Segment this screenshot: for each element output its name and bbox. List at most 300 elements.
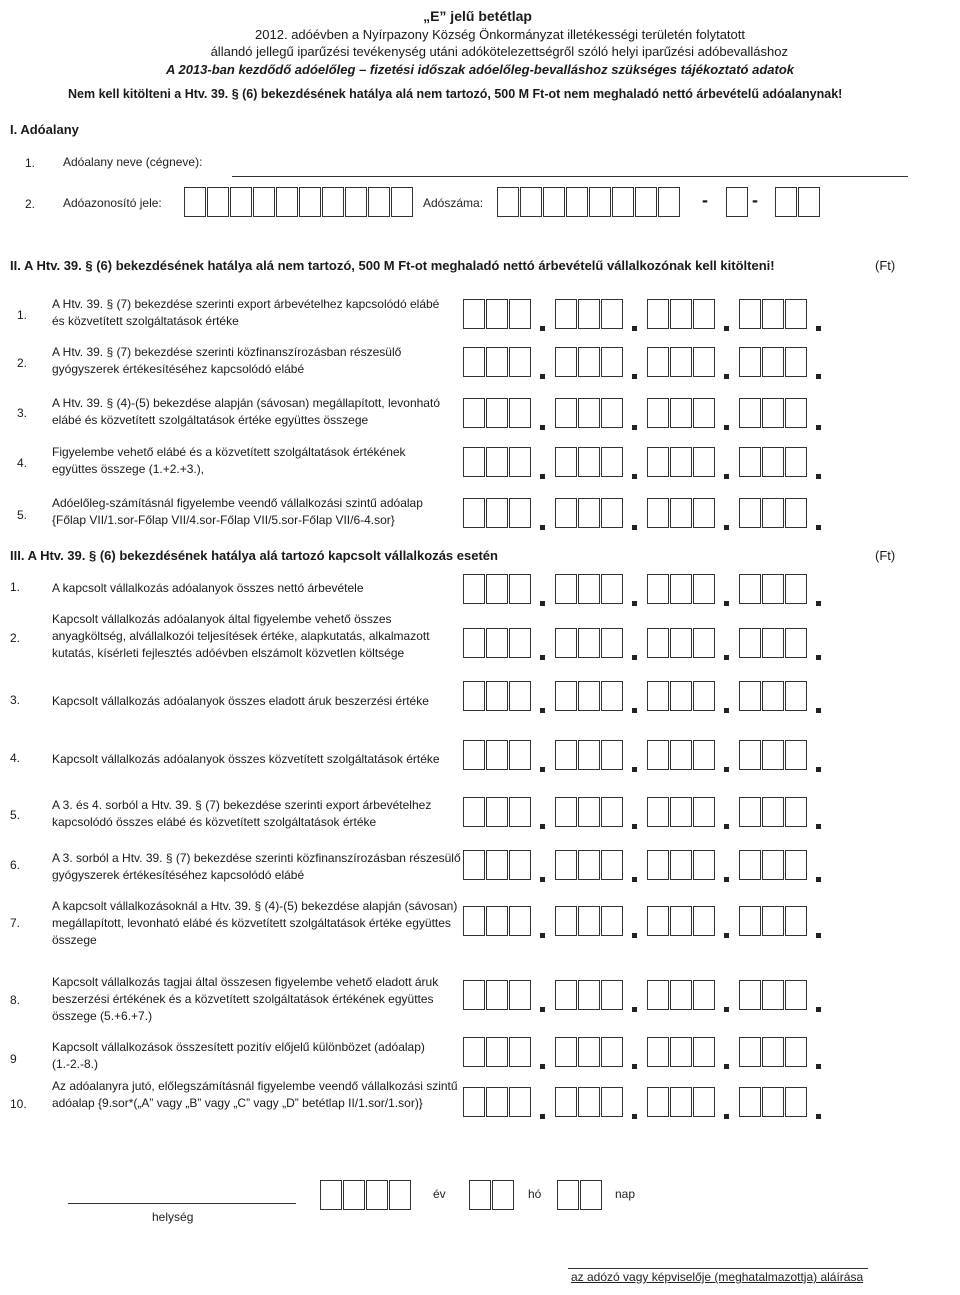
- s2-amount-box[interactable]: [762, 398, 784, 428]
- s3-amount-box[interactable]: [509, 628, 531, 658]
- s3-row-label: Kapcsolt vállalkozás adóalanyok összes közvetített szolgáltatások értéke: [52, 752, 440, 766]
- s3-amount-box[interactable]: [486, 980, 508, 1010]
- s2-amount-box[interactable]: [739, 347, 761, 377]
- tax-number-box[interactable]: [635, 187, 657, 217]
- s2-amount-box[interactable]: [601, 498, 623, 528]
- s3-amount-box[interactable]: [601, 681, 623, 711]
- s2-amount-box[interactable]: [739, 299, 761, 329]
- s3-amount-box[interactable]: [486, 1037, 508, 1067]
- tax-id-box[interactable]: [230, 187, 252, 217]
- s2-amount-box[interactable]: [578, 498, 600, 528]
- s3-amount-box[interactable]: [739, 906, 761, 936]
- thousands-separator-dot: [816, 1064, 821, 1069]
- tax-number-box[interactable]: [726, 187, 748, 217]
- tax-id-box[interactable]: [207, 187, 229, 217]
- s3-amount-box[interactable]: [601, 740, 623, 770]
- s2-amount-box[interactable]: [762, 299, 784, 329]
- s3-amount-box[interactable]: [762, 1087, 784, 1117]
- s3-amount-box[interactable]: [693, 906, 715, 936]
- header-line-3: A 2013-ban kezdődő adóelőleg – fizetési időszak adóelőleg-bevalláshoz szükséges tájékoztató adatok: [165, 62, 794, 77]
- thousands-separator-dot: [632, 425, 637, 430]
- s2-amount-box[interactable]: [670, 447, 692, 477]
- s3-amount-box[interactable]: [739, 574, 761, 604]
- s3-amount-box[interactable]: [670, 1087, 692, 1117]
- s3-amount-box[interactable]: [486, 740, 508, 770]
- thousands-separator-dot: [724, 1064, 729, 1069]
- s3-amount-box[interactable]: [486, 574, 508, 604]
- s3-amount-box[interactable]: [739, 850, 761, 880]
- tax-number-box[interactable]: [497, 187, 519, 217]
- page-title: „E” jelű betétlap: [423, 8, 532, 24]
- s2-amount-box[interactable]: [785, 447, 807, 477]
- s3-amount-box[interactable]: [578, 1087, 600, 1117]
- s3-amount-box[interactable]: [785, 740, 807, 770]
- tax-number-box[interactable]: [658, 187, 680, 217]
- s3-amount-box[interactable]: [555, 906, 577, 936]
- s3-amount-box[interactable]: [762, 740, 784, 770]
- thousands-separator-dot: [816, 655, 821, 660]
- place-field[interactable]: [68, 1203, 296, 1204]
- place-label: helység: [152, 1210, 194, 1224]
- thousands-separator-dot: [816, 1114, 821, 1119]
- s2-amount-box[interactable]: [739, 447, 761, 477]
- s3-amount-box[interactable]: [739, 1037, 761, 1067]
- s3-amount-box[interactable]: [463, 681, 485, 711]
- header-line-1: 2012. adóévben a Nyírpazony Község Önkormányzat illetékességi területén folytatott: [255, 27, 745, 42]
- tax-id-box[interactable]: [368, 187, 390, 217]
- s2-amount-box[interactable]: [785, 347, 807, 377]
- s3-amount-box[interactable]: [739, 980, 761, 1010]
- s3-row-label: A 3. és 4. sorból a Htv. 39. § (7) bekezdése szerinti export árbevételhez kapcsolódó összes elábé és közvetített szolgáltatások értéke: [52, 798, 432, 829]
- s2-amount-box[interactable]: [670, 498, 692, 528]
- s2-amount-box[interactable]: [486, 347, 508, 377]
- s2-amount-box[interactable]: [578, 347, 600, 377]
- s3-amount-box[interactable]: [647, 1037, 669, 1067]
- s2-amount-box[interactable]: [509, 299, 531, 329]
- tax-number-dash-2: -: [752, 190, 758, 210]
- s3-amount-box[interactable]: [762, 906, 784, 936]
- thousands-separator-dot: [632, 326, 637, 331]
- s3-amount-box[interactable]: [785, 574, 807, 604]
- s3-amount-box[interactable]: [486, 850, 508, 880]
- s3-row-label: Kapcsolt vállalkozások összesített pozitív előjelű különbözet (adóalap) (1.-2.-8.): [52, 1040, 425, 1071]
- thousands-separator-dot: [540, 1114, 545, 1119]
- thousands-separator-dot: [816, 326, 821, 331]
- thousands-separator-dot: [540, 824, 545, 829]
- s2-amount-box[interactable]: [509, 498, 531, 528]
- s2-row-label: A Htv. 39. § (4)-(5) bekezdése alapján (sávosan) megállapított, levonható elábé és közvetített szolgáltatások értéke együttes összege: [52, 396, 440, 427]
- thousands-separator-dot: [632, 1007, 637, 1012]
- s3-amount-box[interactable]: [578, 574, 600, 604]
- tax-id-box[interactable]: [391, 187, 413, 217]
- s3-amount-box[interactable]: [578, 1037, 600, 1067]
- s2-amount-box[interactable]: [509, 398, 531, 428]
- s3-row-number: 6.: [10, 858, 21, 872]
- s2-amount-box[interactable]: [555, 299, 577, 329]
- thousands-separator-dot: [816, 474, 821, 479]
- s2-row-label: A Htv. 39. § (7) bekezdése szerinti export árbevételhez kapcsolódó elábé és közvetített szolgáltatások értéke: [52, 297, 440, 328]
- tax-id-box[interactable]: [253, 187, 275, 217]
- s3-amount-box[interactable]: [601, 1087, 623, 1117]
- s3-amount-box[interactable]: [647, 740, 669, 770]
- s2-amount-box[interactable]: [785, 398, 807, 428]
- s3-amount-box[interactable]: [670, 574, 692, 604]
- tax-number-box[interactable]: [566, 187, 588, 217]
- thousands-separator-dot: [816, 601, 821, 606]
- s3-amount-box[interactable]: [555, 1087, 577, 1117]
- s2-amount-box[interactable]: [785, 299, 807, 329]
- s3-amount-box[interactable]: [463, 1037, 485, 1067]
- section-2-title: II. A Htv. 39. § (6) bekezdésének hatálya alá nem tartozó, 500 M Ft-ot meghaladó nettó árbevételű vállalkozónak kell kitölteni!: [10, 258, 775, 273]
- s3-row-number: 7.: [10, 916, 21, 930]
- s2-amount-box[interactable]: [647, 398, 669, 428]
- s3-amount-box[interactable]: [785, 1087, 807, 1117]
- thousands-separator-dot: [632, 474, 637, 479]
- s3-row-number: 2.: [10, 631, 21, 645]
- s2-amount-box[interactable]: [601, 447, 623, 477]
- s3-amount-box[interactable]: [693, 628, 715, 658]
- tax-number-box[interactable]: [775, 187, 797, 217]
- s3-amount-box[interactable]: [578, 980, 600, 1010]
- s3-amount-box[interactable]: [739, 681, 761, 711]
- header-line-2: állandó jellegű iparűzési tevékenység utáni adókötelezettségről szóló helyi iparűzési adóbevalláshoz: [210, 44, 788, 59]
- s3-amount-box[interactable]: [693, 1037, 715, 1067]
- s2-amount-box[interactable]: [578, 398, 600, 428]
- s2-amount-box[interactable]: [647, 347, 669, 377]
- thousands-separator-dot: [540, 767, 545, 772]
- s1-row2-label: Adóazonosító jele:: [63, 196, 162, 210]
- s3-amount-box[interactable]: [670, 1037, 692, 1067]
- s3-amount-box[interactable]: [555, 740, 577, 770]
- s3-row-number: 9: [10, 1052, 17, 1066]
- s3-amount-box[interactable]: [670, 740, 692, 770]
- s3-amount-box[interactable]: [693, 574, 715, 604]
- s3-amount-box[interactable]: [693, 681, 715, 711]
- s2-amount-box[interactable]: [555, 347, 577, 377]
- s3-amount-box[interactable]: [463, 574, 485, 604]
- tax-id-box[interactable]: [345, 187, 367, 217]
- date-box[interactable]: [492, 1180, 514, 1210]
- s3-amount-box[interactable]: [601, 628, 623, 658]
- s3-amount-box[interactable]: [785, 980, 807, 1010]
- s3-amount-box[interactable]: [647, 980, 669, 1010]
- s3-amount-box[interactable]: [555, 850, 577, 880]
- s3-amount-box[interactable]: [486, 906, 508, 936]
- tax-number-box[interactable]: [520, 187, 542, 217]
- s2-row-number: 1.: [17, 308, 28, 322]
- thousands-separator-dot: [724, 474, 729, 479]
- s3-amount-box[interactable]: [509, 740, 531, 770]
- s2-amount-box[interactable]: [555, 498, 577, 528]
- tax-number-box[interactable]: [612, 187, 634, 217]
- s1-row2-num: 2.: [25, 197, 36, 211]
- s2-row-number: 4.: [17, 456, 28, 470]
- thousands-separator-dot: [724, 1007, 729, 1012]
- date-box[interactable]: [343, 1180, 365, 1210]
- s2-amount-box[interactable]: [601, 347, 623, 377]
- s2-amount-box[interactable]: [647, 498, 669, 528]
- s2-amount-box[interactable]: [486, 498, 508, 528]
- taxpayer-name-field[interactable]: [232, 176, 908, 177]
- thousands-separator-dot: [816, 1007, 821, 1012]
- s3-amount-box[interactable]: [509, 1087, 531, 1117]
- s3-amount-box[interactable]: [647, 850, 669, 880]
- date-box[interactable]: [580, 1180, 602, 1210]
- s3-amount-box[interactable]: [601, 980, 623, 1010]
- s2-amount-box[interactable]: [463, 347, 485, 377]
- s2-amount-box[interactable]: [463, 498, 485, 528]
- s2-amount-box[interactable]: [509, 347, 531, 377]
- s3-row-number: 5.: [10, 808, 21, 822]
- s3-amount-box[interactable]: [578, 797, 600, 827]
- s2-amount-box[interactable]: [762, 447, 784, 477]
- s2-amount-box[interactable]: [601, 299, 623, 329]
- s3-amount-box[interactable]: [555, 628, 577, 658]
- s3-amount-box[interactable]: [486, 1087, 508, 1117]
- s2-amount-box[interactable]: [762, 498, 784, 528]
- s3-amount-box[interactable]: [739, 628, 761, 658]
- s3-row-label: Kapcsolt vállalkozás tagjai által összesen figyelembe vehető eladott áruk beszerzési értékének és a közvetített szolgáltatások értékének együttes összege (5.+6.+7.): [52, 975, 439, 1023]
- thousands-separator-dot: [724, 933, 729, 938]
- s2-row-number: 5.: [17, 508, 28, 522]
- s3-amount-box[interactable]: [509, 850, 531, 880]
- s3-amount-box[interactable]: [486, 681, 508, 711]
- thousands-separator-dot: [816, 877, 821, 882]
- s3-amount-box[interactable]: [509, 980, 531, 1010]
- s2-amount-box[interactable]: [509, 447, 531, 477]
- s3-amount-box[interactable]: [463, 850, 485, 880]
- s3-amount-box[interactable]: [670, 797, 692, 827]
- tax-number-box[interactable]: [798, 187, 820, 217]
- thousands-separator-dot: [540, 474, 545, 479]
- s3-amount-box[interactable]: [739, 740, 761, 770]
- s3-amount-box[interactable]: [785, 1037, 807, 1067]
- s3-amount-box[interactable]: [670, 681, 692, 711]
- s3-amount-box[interactable]: [762, 574, 784, 604]
- s3-amount-box[interactable]: [578, 850, 600, 880]
- tax-number-box[interactable]: [589, 187, 611, 217]
- date-box[interactable]: [557, 1180, 579, 1210]
- s3-amount-box[interactable]: [555, 681, 577, 711]
- s3-row-label: Az adóalanyra jutó, előlegszámításnál figyelembe veendő vállalkozási szintű adóalap {9.sor*(„A” vagy „B” vagy „C” vagy „D” betétlap II/1.sor/1.sor)}: [52, 1079, 458, 1110]
- s2-amount-box[interactable]: [647, 299, 669, 329]
- s2-amount-box[interactable]: [670, 299, 692, 329]
- s3-row-label: Kapcsolt vállalkozás adóalanyok által figyelembe vehető összes anyagköltség, alvállalkozói teljesítések értéke, alapkutatás, alkalmazott kutatás, kísérleti fejlesztés adóévben elszámolt közvetlen költsége: [52, 612, 430, 660]
- date-box[interactable]: [469, 1180, 491, 1210]
- s3-row-number: 1.: [10, 580, 21, 594]
- thousands-separator-dot: [816, 767, 821, 772]
- s2-amount-box[interactable]: [739, 498, 761, 528]
- section-3-title: III. A Htv. 39. § (6) bekezdésének hatálya alá tartozó kapcsolt vállalkozás esetén: [10, 548, 498, 563]
- s2-amount-box[interactable]: [463, 398, 485, 428]
- thousands-separator-dot: [540, 1064, 545, 1069]
- tax-id-box[interactable]: [322, 187, 344, 217]
- s3-amount-box[interactable]: [463, 1087, 485, 1117]
- thousands-separator-dot: [540, 877, 545, 882]
- s2-amount-box[interactable]: [463, 299, 485, 329]
- thousands-separator-dot: [632, 601, 637, 606]
- s2-amount-box[interactable]: [785, 498, 807, 528]
- s3-amount-box[interactable]: [762, 681, 784, 711]
- s2-amount-box[interactable]: [693, 347, 715, 377]
- thousands-separator-dot: [540, 1007, 545, 1012]
- s3-amount-box[interactable]: [693, 980, 715, 1010]
- s3-amount-box[interactable]: [647, 1087, 669, 1117]
- s2-amount-box[interactable]: [693, 498, 715, 528]
- thousands-separator-dot: [816, 824, 821, 829]
- thousands-separator-dot: [724, 525, 729, 530]
- tax-id-box[interactable]: [184, 187, 206, 217]
- s2-amount-box[interactable]: [555, 398, 577, 428]
- date-box[interactable]: [366, 1180, 388, 1210]
- s3-amount-box[interactable]: [762, 628, 784, 658]
- s2-amount-box[interactable]: [647, 447, 669, 477]
- s3-amount-box[interactable]: [670, 850, 692, 880]
- s3-amount-box[interactable]: [578, 740, 600, 770]
- s2-amount-box[interactable]: [463, 447, 485, 477]
- s3-amount-box[interactable]: [601, 906, 623, 936]
- s2-row-label: Figyelembe vehető elábé és a közvetített szolgáltatások értékének együttes összege (1.+2.+3.),: [52, 445, 406, 476]
- s3-amount-box[interactable]: [762, 1037, 784, 1067]
- s3-row-label: A kapcsolt vállalkozásoknál a Htv. 39. § (4)-(5) bekezdése alapján (sávosan) megállapított, levonható elábé és közvetített szolgáltatások értéke együttes összege: [52, 899, 458, 947]
- s2-amount-box[interactable]: [693, 447, 715, 477]
- s3-amount-box[interactable]: [785, 628, 807, 658]
- s3-amount-box[interactable]: [647, 574, 669, 604]
- thousands-separator-dot: [724, 767, 729, 772]
- s3-amount-box[interactable]: [578, 906, 600, 936]
- thousands-separator-dot: [632, 877, 637, 882]
- thousands-separator-dot: [540, 525, 545, 530]
- s2-amount-box[interactable]: [762, 347, 784, 377]
- s3-amount-box[interactable]: [555, 980, 577, 1010]
- tax-id-box[interactable]: [276, 187, 298, 217]
- s2-amount-box[interactable]: [670, 347, 692, 377]
- s2-amount-box[interactable]: [670, 398, 692, 428]
- s3-amount-box[interactable]: [509, 1037, 531, 1067]
- s2-amount-box[interactable]: [578, 447, 600, 477]
- s3-amount-box[interactable]: [693, 1087, 715, 1117]
- s3-amount-box[interactable]: [693, 740, 715, 770]
- s3-amount-box[interactable]: [463, 906, 485, 936]
- s3-amount-box[interactable]: [463, 980, 485, 1010]
- s2-amount-box[interactable]: [486, 398, 508, 428]
- s2-amount-box[interactable]: [555, 447, 577, 477]
- s3-row-number: 3.: [10, 693, 21, 707]
- s3-amount-box[interactable]: [670, 906, 692, 936]
- s3-amount-box[interactable]: [785, 850, 807, 880]
- s3-row-number: 4.: [10, 751, 21, 765]
- tax-number-dash-1: -: [702, 190, 708, 210]
- s3-amount-box[interactable]: [693, 850, 715, 880]
- s3-amount-box[interactable]: [785, 681, 807, 711]
- s2-amount-box[interactable]: [486, 299, 508, 329]
- thousands-separator-dot: [632, 824, 637, 829]
- s2-amount-box[interactable]: [693, 299, 715, 329]
- s3-amount-box[interactable]: [762, 850, 784, 880]
- s3-amount-box[interactable]: [509, 906, 531, 936]
- s3-amount-box[interactable]: [647, 628, 669, 658]
- thousands-separator-dot: [632, 374, 637, 379]
- s3-amount-box[interactable]: [555, 797, 577, 827]
- date-box[interactable]: [320, 1180, 342, 1210]
- s3-amount-box[interactable]: [509, 681, 531, 711]
- section-3-unit: (Ft): [875, 548, 896, 563]
- s3-amount-box[interactable]: [647, 681, 669, 711]
- s3-amount-box[interactable]: [647, 906, 669, 936]
- s3-amount-box[interactable]: [601, 574, 623, 604]
- s3-amount-box[interactable]: [601, 850, 623, 880]
- s3-amount-box[interactable]: [601, 1037, 623, 1067]
- s2-row-number: 3.: [17, 406, 28, 420]
- thousands-separator-dot: [632, 708, 637, 713]
- s2-amount-box[interactable]: [739, 398, 761, 428]
- s3-amount-box[interactable]: [670, 980, 692, 1010]
- signature-field[interactable]: [568, 1268, 868, 1269]
- s2-row-label: A Htv. 39. § (7) bekezdése szerinti közfinanszírozásban részesülő gyógyszerek értékesítéséhez kapcsolódó elábé: [52, 345, 402, 376]
- thousands-separator-dot: [724, 326, 729, 331]
- s3-amount-box[interactable]: [463, 740, 485, 770]
- s3-amount-box[interactable]: [578, 681, 600, 711]
- s3-row-number: 8.: [10, 993, 21, 1007]
- s3-amount-box[interactable]: [486, 797, 508, 827]
- s3-amount-box[interactable]: [739, 797, 761, 827]
- tax-number-box[interactable]: [543, 187, 565, 217]
- s3-amount-box[interactable]: [509, 574, 531, 604]
- s3-amount-box[interactable]: [739, 1087, 761, 1117]
- signature-label: az adózó vagy képviselője (meghatalmazottja) aláírása: [571, 1270, 864, 1284]
- section-1-title: I. Adóalany: [10, 122, 79, 137]
- s3-amount-box[interactable]: [509, 797, 531, 827]
- thousands-separator-dot: [724, 374, 729, 379]
- s3-amount-box[interactable]: [785, 797, 807, 827]
- s3-amount-box[interactable]: [601, 797, 623, 827]
- thousands-separator-dot: [540, 374, 545, 379]
- s2-row-number: 2.: [17, 356, 28, 370]
- thousands-separator-dot: [724, 425, 729, 430]
- thousands-separator-dot: [816, 525, 821, 530]
- s2-amount-box[interactable]: [693, 398, 715, 428]
- thousands-separator-dot: [724, 824, 729, 829]
- s2-amount-box[interactable]: [578, 299, 600, 329]
- s3-amount-box[interactable]: [486, 628, 508, 658]
- section-2-unit: (Ft): [875, 258, 896, 273]
- tax-id-box[interactable]: [299, 187, 321, 217]
- s3-amount-box[interactable]: [555, 574, 577, 604]
- thousands-separator-dot: [540, 601, 545, 606]
- header-notice: Nem kell kitölteni a Htv. 39. § (6) bekezdésének hatálya alá nem tartozó, 500 M Ft-ot nem meghaladó nettó árbevételű adóalanynak!: [68, 87, 843, 101]
- s2-amount-box[interactable]: [486, 447, 508, 477]
- s3-amount-box[interactable]: [670, 628, 692, 658]
- s3-amount-box[interactable]: [463, 797, 485, 827]
- month-label: hó: [528, 1187, 542, 1201]
- thousands-separator-dot: [816, 425, 821, 430]
- s3-amount-box[interactable]: [785, 906, 807, 936]
- s3-amount-box[interactable]: [762, 980, 784, 1010]
- s1-row1-label: Adóalany neve (cégneve):: [63, 155, 203, 169]
- s3-amount-box[interactable]: [578, 628, 600, 658]
- s3-amount-box[interactable]: [555, 1037, 577, 1067]
- thousands-separator-dot: [724, 655, 729, 660]
- s2-amount-box[interactable]: [601, 398, 623, 428]
- s3-amount-box[interactable]: [647, 797, 669, 827]
- date-box[interactable]: [389, 1180, 411, 1210]
- s3-amount-box[interactable]: [463, 628, 485, 658]
- s3-row-label: A kapcsolt vállalkozás adóalanyok összes nettó árbevétele: [52, 581, 364, 595]
- thousands-separator-dot: [632, 933, 637, 938]
- s3-amount-box[interactable]: [693, 797, 715, 827]
- s3-amount-box[interactable]: [762, 797, 784, 827]
- tax-number-label: Adószáma:: [423, 196, 484, 210]
